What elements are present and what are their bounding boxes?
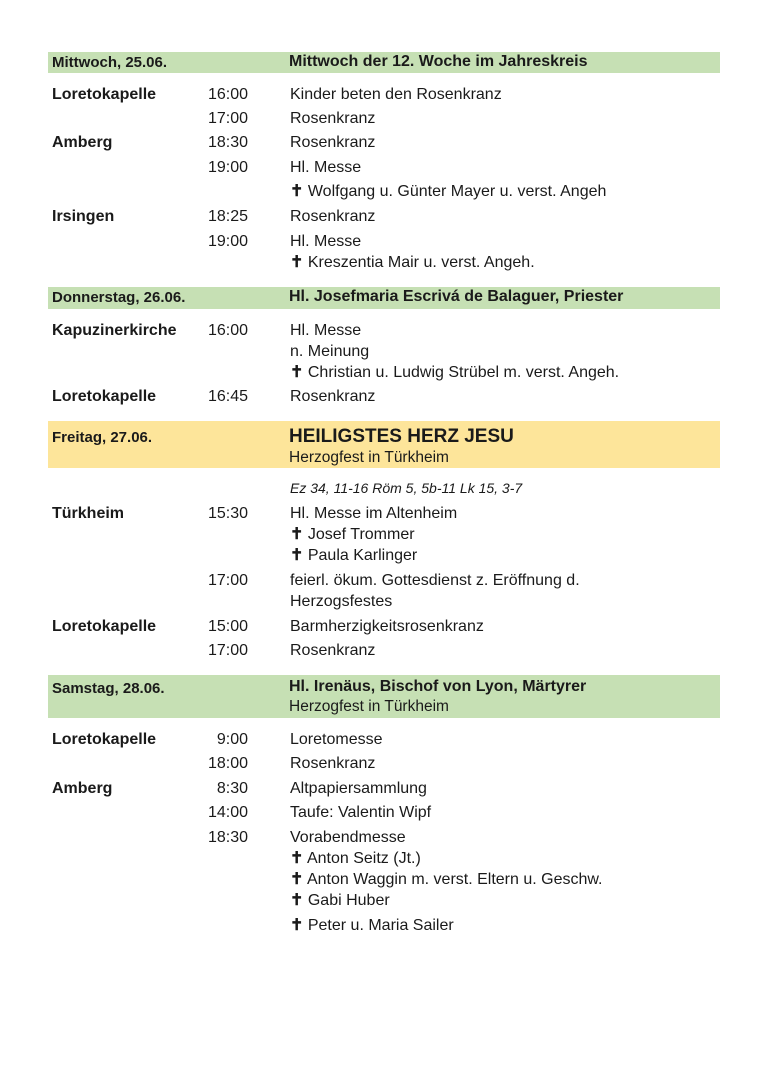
schedule-row [0,84,768,106]
event-text: Rosenkranz [290,642,376,659]
day-header-wednesday [48,52,720,73]
event-text: Herzogsfestes [290,593,393,610]
cross-icon: ✝ [290,871,304,888]
time: 17:00 [207,110,248,127]
day-title: Mittwoch der 12. Woche im Jahreskreis [289,53,588,70]
event-text: Wolfgang u. Günter Mayer u. verst. Angeh [307,183,607,200]
cross-icon: ✝ [290,183,304,200]
intention-row [0,848,768,870]
event-text: Josef Trommer [307,526,415,543]
time: 16:00 [207,86,248,103]
place-name: Loretokapelle [52,86,157,103]
reading-reference: Ez 34, 11-16 Röm 5, 5b-11 Lk 15, 3-7 [290,480,523,496]
intention-row [0,362,768,384]
day-date: Freitag, 27.06. [52,429,153,446]
time: 19:00 [207,233,248,250]
event-text: Hl. Messe [290,322,362,339]
event-text: Peter u. Maria Sailer [307,917,454,934]
event-text: Rosenkranz [290,110,376,127]
event-text: Anton Waggin m. verst. Eltern u. Geschw. [306,871,603,888]
day-subtitle: Herzogfest in Türkheim [289,449,449,466]
event-text: Hl. Messe [290,159,362,176]
event-text: Christian u. Ludwig Strübel m. verst. Angeh. [307,364,620,381]
schedule-row [0,320,768,342]
intention-row [0,915,768,937]
place-name: Kapuzinerkirche [52,322,177,339]
event-text: Taufe: Valentin Wipf [290,804,432,821]
time: 18:25 [207,208,248,225]
cross-icon: ✝ [290,917,304,934]
schedule-row [0,108,768,130]
schedule-row [0,729,768,751]
time: 15:30 [207,505,248,522]
day-date: Mittwoch, 25.06. [52,54,168,71]
schedule-row [0,802,768,824]
day-header-thursday [48,287,720,309]
schedule-row [0,503,768,525]
event-text: Barmherzigkeitsrosenkranz [290,618,484,635]
time: 8:30 [216,780,248,797]
event-text: Kinder beten den Rosenkranz [290,86,502,103]
intention-row [0,869,768,891]
event-text: Rosenkranz [290,755,376,772]
intention-row [0,181,768,203]
schedule-row [0,341,768,363]
event-text: Altpapiersammlung [290,780,427,797]
schedule-row [0,591,768,613]
event-text: Kreszentia Mair u. verst. Angeh. [307,254,535,271]
cross-icon: ✝ [290,364,304,381]
cross-icon: ✝ [290,850,304,867]
time: 18:30 [207,829,248,846]
event-text: Rosenkranz [290,388,376,405]
event-text: Rosenkranz [290,134,376,151]
schedule-row [0,616,768,638]
time: 16:45 [207,388,248,405]
place-name: Loretokapelle [52,618,157,635]
schedule-row [0,231,768,253]
schedule-row [0,570,768,592]
intention-row [0,545,768,567]
event-text: Vorabendmesse [290,829,406,846]
day-title: HEILIGSTES HERZ JESU [289,426,514,447]
cross-icon: ✝ [290,254,304,271]
event-text: Loretomesse [290,731,383,748]
time: 17:00 [207,642,248,659]
schedule-row [0,753,768,775]
day-subtitle: Herzogfest in Türkheim [289,698,449,715]
day-header-friday [48,421,720,468]
day-date: Samstag, 28.06. [52,680,165,697]
cross-icon: ✝ [290,526,304,543]
cross-icon: ✝ [290,547,304,564]
place-name: Amberg [52,780,113,797]
schedule-row [0,386,768,408]
schedule-row [0,157,768,179]
event-text: Gabi Huber [307,892,390,909]
intention-row [0,890,768,912]
schedule-row [0,132,768,154]
day-title: Hl. Josefmaria Escrivá de Balaguer, Priester [289,288,624,305]
schedule-row [0,778,768,800]
day-header-saturday [48,675,720,718]
day-date: Donnerstag, 26.06. [52,289,186,306]
reading-row [0,477,768,499]
time: 17:00 [207,572,248,589]
intention-row [0,252,768,274]
time: 14:00 [207,804,248,821]
time: 16:00 [207,322,248,339]
schedule-row [0,827,768,849]
event-text: Paula Karlinger [307,547,418,564]
intention-row [0,524,768,546]
event-text: n. Meinung [290,343,370,360]
time: 9:00 [216,731,248,748]
schedule-row [0,640,768,662]
schedule-row [0,206,768,228]
time: 15:00 [207,618,248,635]
event-text: Hl. Messe [290,233,362,250]
place-name: Amberg [52,134,113,151]
place-name: Loretokapelle [52,388,157,405]
cross-icon: ✝ [290,892,304,909]
event-text: Hl. Messe im Altenheim [290,505,458,522]
place-name: Loretokapelle [52,731,157,748]
event-text: feierl. ökum. Gottesdienst z. Eröffnung d. [290,572,580,589]
time: 18:00 [207,755,248,772]
event-text: Anton Seitz (Jt.) [306,850,421,867]
time: 18:30 [207,134,248,151]
time: 19:00 [207,159,248,176]
place-name: Türkheim [52,505,125,522]
event-text: Rosenkranz [290,208,376,225]
place-name: Irsingen [52,208,115,225]
day-title: Hl. Irenäus, Bischof von Lyon, Märtyrer [289,678,587,695]
